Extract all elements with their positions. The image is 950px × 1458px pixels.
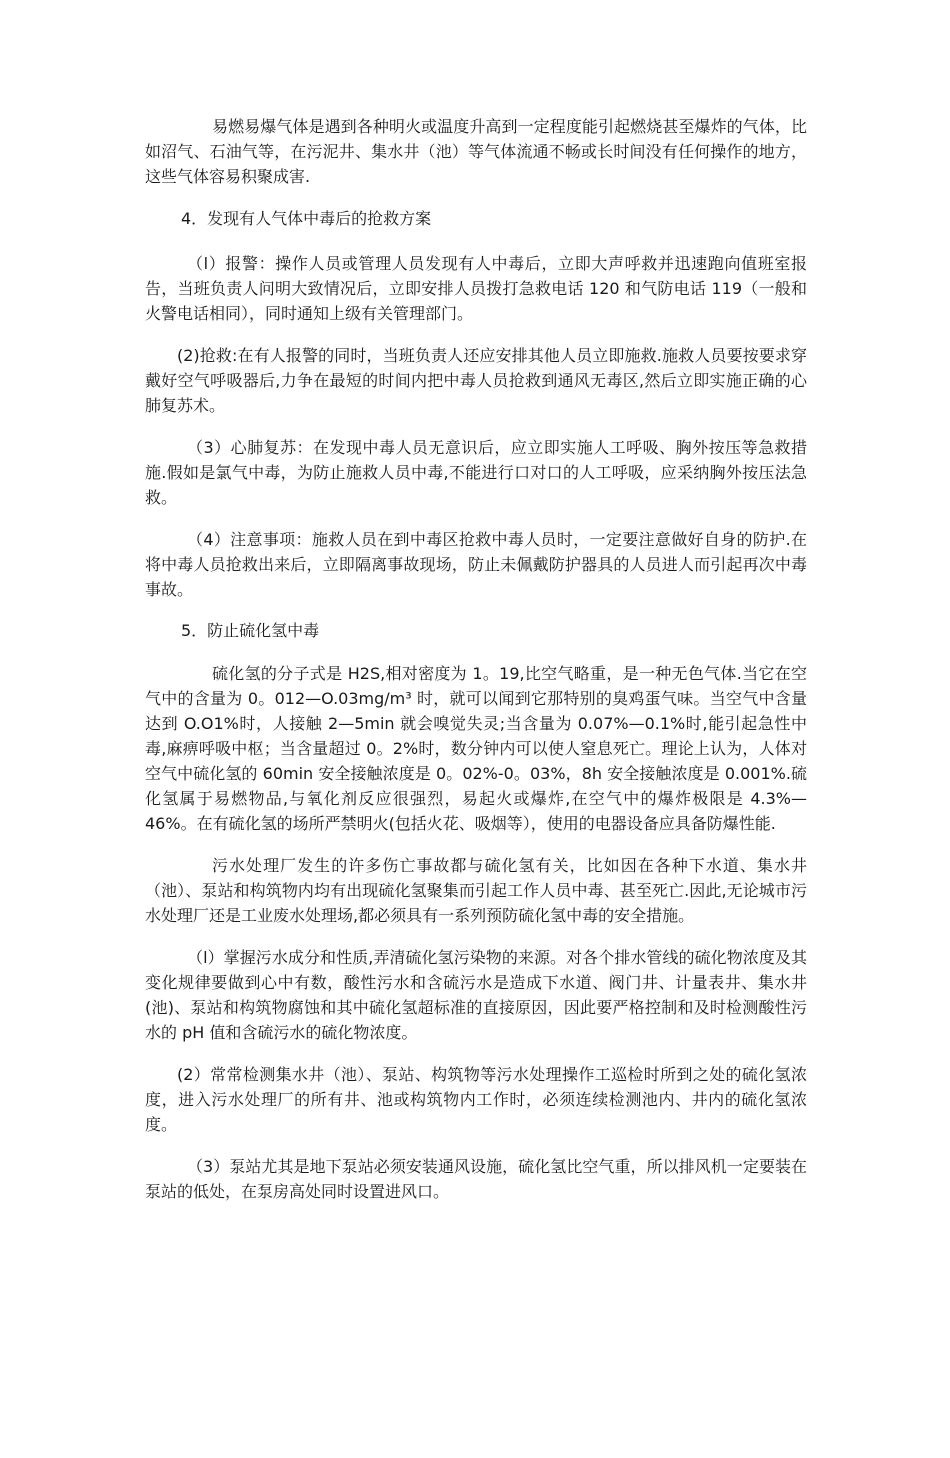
- paragraph-h2s-accidents: 污水处理厂发生的许多伤亡事故都与硫化氢有关，比如因在各种下水道、集水井（池）、泵站和构筑物内均有出现硫化氢聚集而引起工作人员中毒、甚至死亡.因此,无论城市污水处理厂还是工业废水处理场,都必须具有一系列预防硫化氢中毒的安全措施。: [145, 856, 807, 925]
- paragraph-h2s-properties: 硫化氢的分子式是 H2S,相对密度为 1。19,比空气略重，是一种无色气体.当它在空气中的含量为 0。012—O.03mg/m³ 时，就可以闻到它那特别的臭鸡蛋气味。当空气中含量达到 O.O1%时，人接触 2—5min 就会嗅觉失灵;当含量为 0.07%—0.1%时,能引起急性中毒,麻痹呼吸中枢；当含量超过 0。2%时，数分钟内可以使人窒息死亡。理论上认为，人体对空气中硫化氢的 60min 安全接触浓度是 0。02%-0。03%，8h 安全接触浓度是 0.001%.硫化氢属于易燃物品,与氧化剂反应很强烈，易起火或爆炸,在空气中的爆炸极限是 4.3%—46%。在有硫化氢的场所严禁明火(包括火花、吸烟等），使用的电器设备应具备防爆性能.: [145, 664, 807, 833]
- paragraph-measure-3: （3）泵站尤其是地下泵站必须安装通风设施，硫化氢比空气重，所以排风机一定要装在泵站的低处，在泵房高处同时设置进风口。: [145, 1157, 807, 1201]
- heading-section-4: 4．发现有人气体中毒后的抢救方案: [181, 209, 432, 228]
- paragraph-alarm: （l）报警：操作人员或管理人员发现有人中毒后，立即大声呼救并迅速跑向值班室报告，当班负责人问明大致情况后，立即安排人员拨打急救电话 120 和气防电话 119（一般和火警电话相同），同时通知上级有关管理部门。: [145, 254, 807, 323]
- paragraph-cpr: （3）心肺复苏：在发现中毒人员无意识后，应立即实施人工呼吸、胸外按压等急救措施.假如是氯气中毒，为防止施救人员中毒,不能进行口对口的人工呼吸，应采纳胸外按压法急救。: [145, 438, 807, 507]
- paragraph-rescue: (2)抢救:在有人报警的同时，当班负责人还应安排其他人员立即施救.施救人员要按要求穿戴好空气呼吸器后,力争在最短的时间内把中毒人员抢救到通风无毒区,然后立即实施正确的心肺复苏术。: [145, 346, 807, 415]
- paragraph-flammable-gas: 易燃易爆气体是遇到各种明火或温度升高到一定程度能引起燃烧甚至爆炸的气体，比如沼气、石油气等，在污泥井、集水井（池）等气体流通不畅或长时间没有任何操作的地方，这些气体容易积聚成害.: [145, 117, 807, 186]
- document-page: [0, 114, 950, 1458]
- paragraph-measure-1: （l）掌握污水成分和性质,弄清硫化氢污染物的来源。对各个排水管线的硫化物浓度及其变化规律要做到心中有数，酸性污水和含硫污水是造成下水道、阀门井、计量表井、集水井(池)、泵站和构筑物腐蚀和其中硫化氢超标准的直接原因，因此要严格控制和及时检测酸性污水的 pH 值和含硫污水的硫化物浓度。: [145, 948, 807, 1042]
- heading-section-5: 5．防止硫化氢中毒: [181, 621, 320, 640]
- paragraph-measure-2: (2）常常检测集水井（池）、泵站、构筑物等污水处理操作工巡检时所到之处的硫化氢浓度，进入污水处理厂的所有井、池或构筑物内工作时，必须连续检测池内、井内的硫化氢浓度。: [145, 1065, 807, 1134]
- paragraph-precautions: （4）注意事项：施救人员在到中毒区抢救中毒人员时，一定要注意做好自身的防护.在将中毒人员抢救出来后，立即隔离事故现场，防止未佩戴防护器具的人员进人而引起再次中毒事故。: [145, 530, 807, 599]
